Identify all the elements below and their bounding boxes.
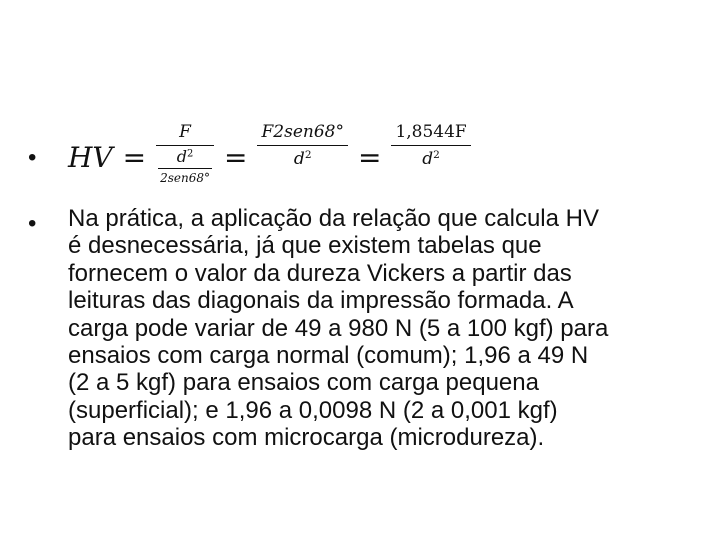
- nested-denominator: 2sen68°: [160, 171, 211, 185]
- equals-sign: =: [122, 141, 147, 174]
- paragraph-line: leituras das diagonais da impressão formada. A: [68, 287, 574, 315]
- fraction-numerator: F2sen68°: [261, 122, 344, 142]
- bullet-point: •: [28, 144, 37, 171]
- hardness-formula: [68, 122, 471, 186]
- fraction-denominator: $d^2$: [293, 149, 312, 169]
- bullet-point: •: [28, 210, 37, 237]
- paragraph-line: para ensaios com microcarga (microdureza).: [68, 424, 545, 452]
- paragraph-line: carga pode variar de 49 a 980 N (5 a 100 kgf) para: [68, 314, 609, 342]
- paragraph-line: (2 a 5 kgf) para ensaios com carga pequena: [68, 369, 539, 397]
- equals-sign: =: [357, 141, 382, 174]
- paragraph-line: fornecem o valor da dureza Vickers a partir das: [68, 259, 572, 287]
- fraction-term-3: [391, 122, 470, 169]
- fraction-term-1: [156, 122, 214, 186]
- fraction-numerator: F: [179, 122, 191, 142]
- paragraph-line: ensaios com carga normal (comum); 1,96 a 49 N: [68, 342, 589, 370]
- nested-fraction: [156, 146, 214, 186]
- body-paragraph: [68, 205, 703, 452]
- formula-lhs: HV: [68, 141, 113, 174]
- fraction-denominator: $d^2$: [422, 149, 440, 169]
- fraction-term-2: [257, 122, 347, 169]
- paragraph-line: Na prática, a aplicação da relação que calcula HV: [68, 205, 599, 232]
- paragraph-line: (superficial); e 1,96 a 0,0098 N (2 a 0,001 kgf): [68, 396, 558, 424]
- fraction-numerator: 1,8544F: [395, 122, 467, 142]
- paragraph-line: é desnecessária, já que existem tabelas que: [68, 232, 542, 260]
- equals-sign: =: [224, 141, 248, 174]
- nested-numerator: $d^2$: [176, 147, 194, 166]
